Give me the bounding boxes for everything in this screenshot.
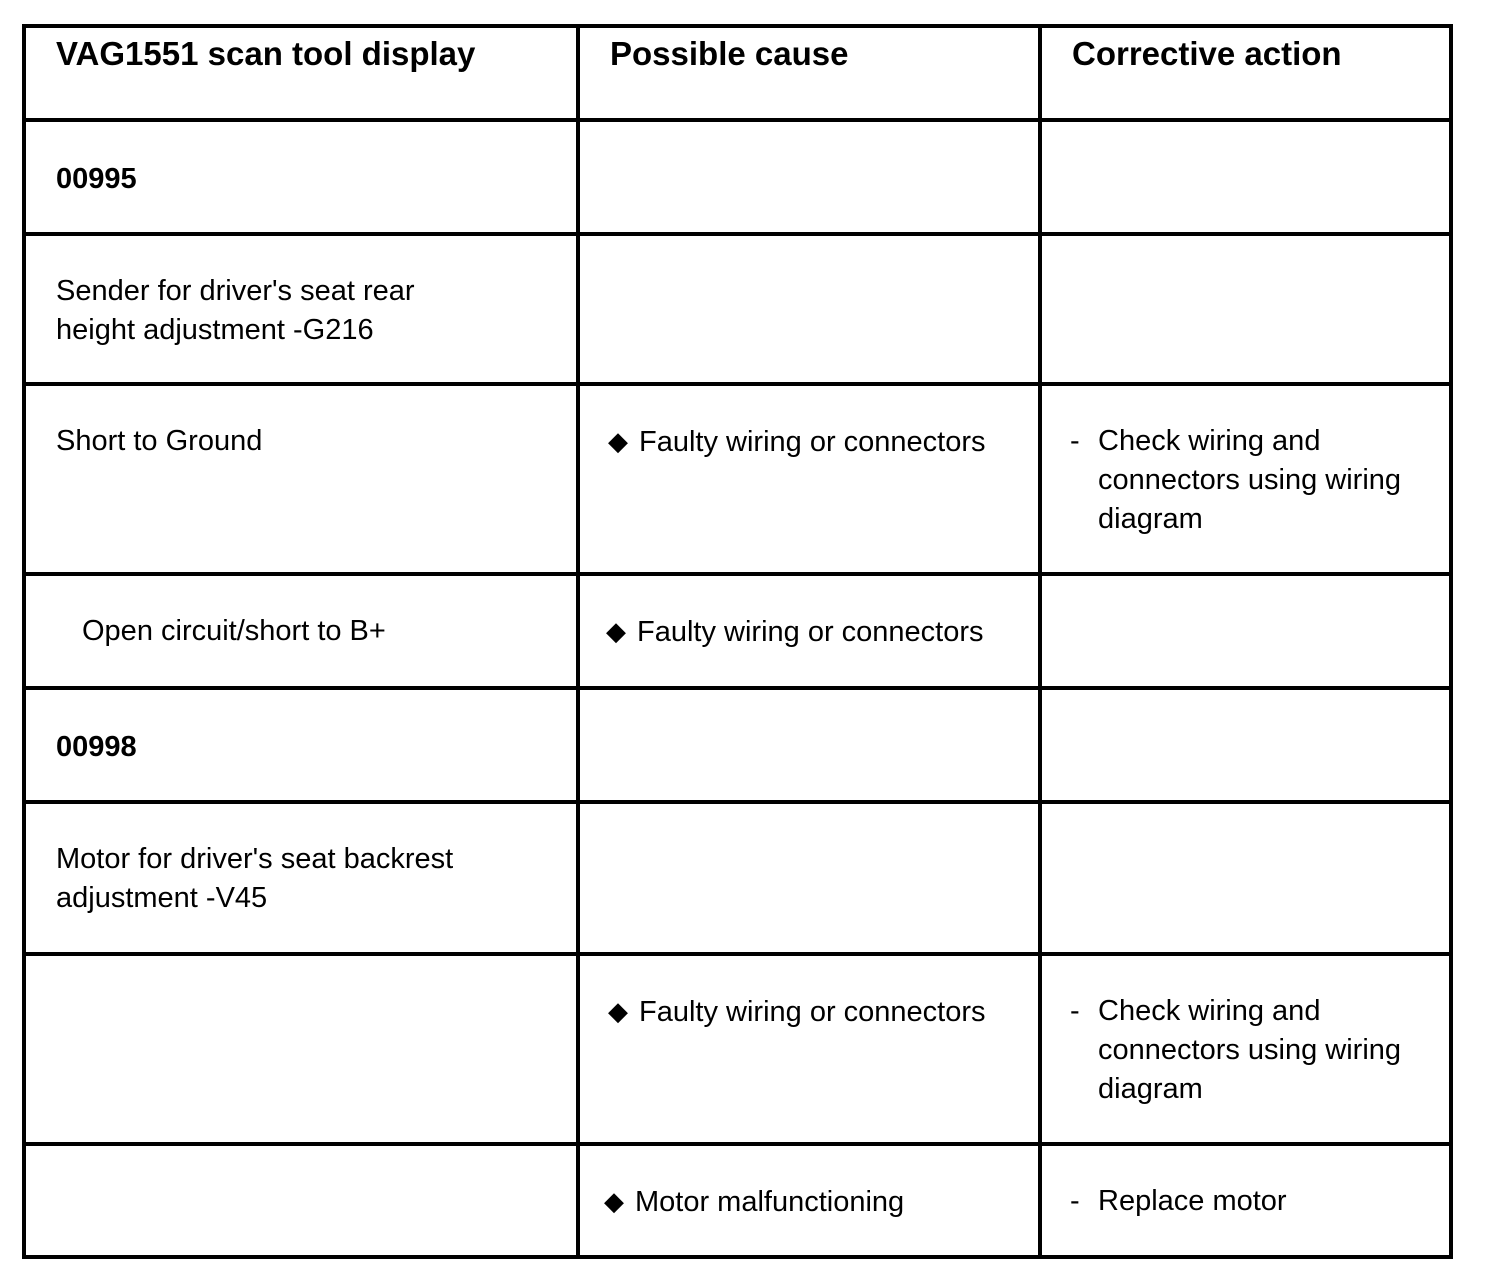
display-cell-empty [26,956,580,1146]
cause-cell [580,1146,1042,1255]
dash-bullet-icon: - [1070,1185,1080,1217]
cause-cell-empty [580,236,1042,386]
header-possible-cause: Possible cause [580,28,1042,122]
fault-code-cell: 00998 [26,690,580,804]
diamond-bullet-icon: ◆ [606,616,626,646]
fault-type-cell: Open circuit/short to B+ [26,576,580,690]
action-cell-empty [1042,804,1449,956]
display-cell-empty [26,1146,580,1255]
cause-text: Motor malfunctioning [635,1186,905,1218]
action-text: Check wiring and connectors using wiring diagram [1098,425,1402,535]
cause-text: Faulty wiring or connectors [639,426,986,458]
action-cell-empty [1042,122,1449,236]
header-scan-tool-display: VAG1551 scan tool display [26,28,580,122]
diamond-bullet-icon: ◆ [608,426,628,456]
component-name-cell: Sender for driver's seat rear height adjustment -G216 [26,236,580,386]
action-text: Check wiring and connectors using wiring diagram [1098,995,1402,1105]
cause-text: Faulty wiring or connectors [637,616,984,648]
action-text: Replace motor [1098,1185,1287,1217]
cause-text: Faulty wiring or connectors [639,996,986,1028]
action-cell [1042,1146,1449,1255]
action-cell-empty [1042,236,1449,386]
fault-code-table [22,24,1453,1259]
dash-bullet-icon: - [1070,995,1080,1027]
action-cell-empty [1042,576,1449,690]
diamond-bullet-icon: ◆ [608,996,628,1026]
cause-cell [580,956,1042,1146]
action-cell-empty [1042,690,1449,804]
cause-cell [580,576,1042,690]
component-name-cell: Motor for driver's seat backrest adjustment -V45 [26,804,580,956]
header-corrective-action: Corrective action [1042,28,1449,122]
fault-code-cell: 00995 [26,122,580,236]
action-cell [1042,386,1449,576]
cause-cell-empty [580,690,1042,804]
cause-cell-empty [580,122,1042,236]
fault-type-cell: Short to Ground [26,386,580,576]
dash-bullet-icon: - [1070,425,1080,457]
action-cell [1042,956,1449,1146]
diamond-bullet-icon: ◆ [604,1186,624,1216]
cause-cell [580,386,1042,576]
cause-cell-empty [580,804,1042,956]
